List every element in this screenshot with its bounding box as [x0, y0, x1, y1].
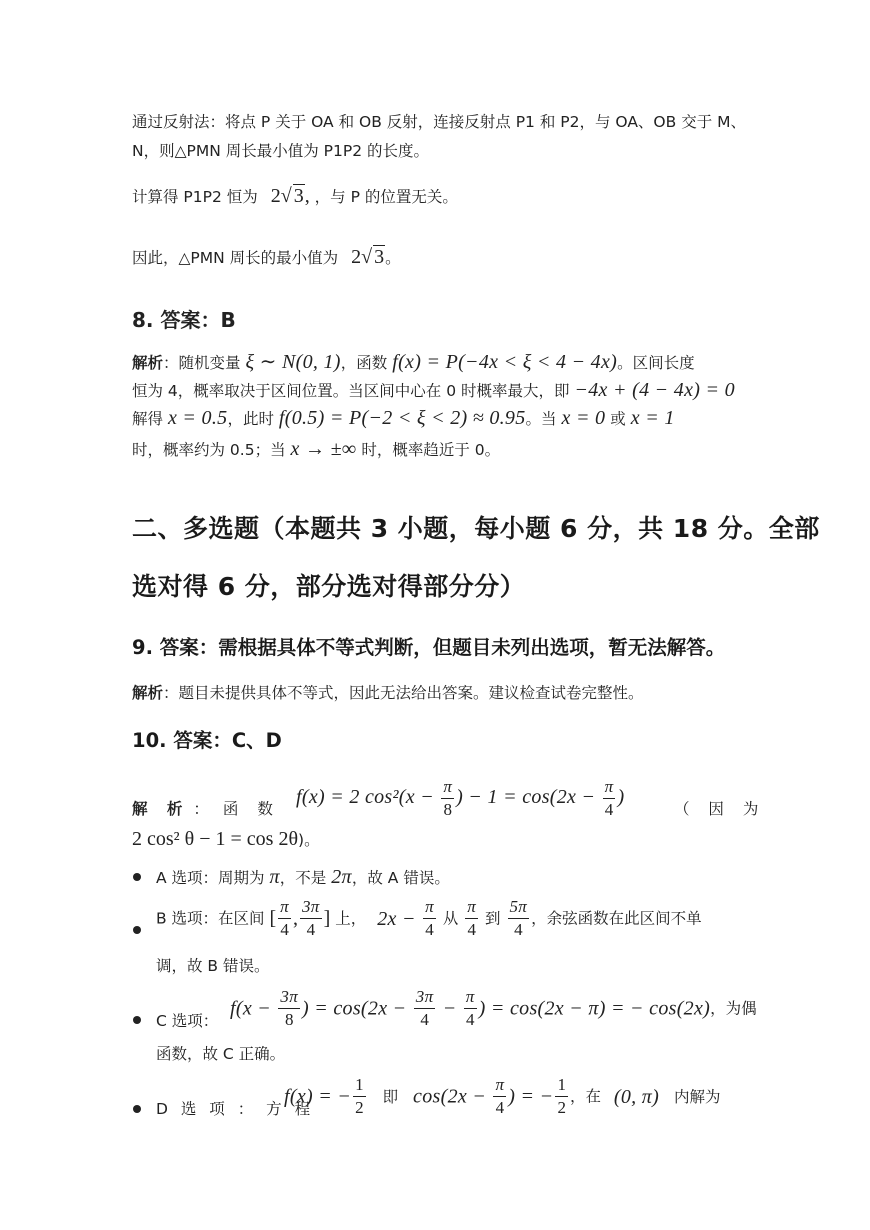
- denominator: 4: [495, 1098, 505, 1117]
- math: −4x + (4 − 4x) = 0: [574, 379, 735, 401]
- section-heading-line1: 二、多选题（本题共 3 小题，每小题 6 分，共 18 分。全部: [132, 514, 820, 543]
- text: ：随机变量: [163, 354, 241, 372]
- denominator: 8: [284, 1010, 294, 1029]
- math: x = 0: [561, 407, 606, 429]
- math: x = 0.5: [167, 407, 228, 429]
- math: x → ±∞: [290, 438, 357, 460]
- denominator: 4: [425, 920, 434, 939]
- q8-line3: [132, 407, 675, 430]
- denominator: 4: [465, 1010, 475, 1029]
- analysis-label: 解 析: [132, 800, 190, 818]
- text: 从: [442, 909, 459, 928]
- paragraph-line: [132, 245, 401, 269]
- numerator: 5π: [508, 896, 530, 919]
- fraction: [555, 1074, 568, 1119]
- analysis-label: 解析: [132, 684, 164, 702]
- text: 调，故 B 错误。: [156, 957, 270, 975]
- fraction: [465, 896, 478, 941]
- fraction: [278, 986, 300, 1031]
- math: f(0.5) = P(−2 < ξ < 2) ≈ 0.95: [278, 407, 526, 429]
- math-bracket-open: [: [269, 907, 277, 930]
- fraction: [493, 1074, 506, 1119]
- math: ) − 1 = cos(2x −: [456, 786, 601, 808]
- numerator: π: [465, 896, 478, 919]
- text: （ 因 为: [674, 800, 766, 818]
- math: π: [269, 866, 280, 888]
- text: ，函数: [340, 354, 388, 372]
- text: ，为偶: [710, 999, 757, 1018]
- fraction: [300, 896, 322, 941]
- q10-because: [674, 798, 765, 820]
- text: C 选项：: [156, 1012, 219, 1030]
- math: ) = cos(2x −: [302, 997, 412, 1020]
- option-b-line2: [156, 955, 270, 977]
- denominator: 2: [355, 1098, 364, 1117]
- fraction: [464, 986, 477, 1031]
- text: 通过反射法：将点 P 关于 OA 和 OB 反射，连接反射点 P1 和 P2，与 OA、OB 交于 M、: [132, 113, 746, 131]
- math: 2π: [331, 866, 352, 888]
- text: ，余弦函数在此区间不单: [531, 909, 702, 928]
- text: D 选 项 ： 方 程: [156, 1100, 315, 1118]
- text: 。: [385, 249, 401, 267]
- q9-analysis: [132, 682, 644, 704]
- text: ：题目未提供具体不等式，因此无法给出答案。建议检查试卷完整性。: [163, 684, 644, 702]
- math: −: [437, 997, 462, 1020]
- math: f(x −: [230, 997, 277, 1020]
- math: (0, π): [613, 1085, 660, 1108]
- numerator: π: [464, 986, 477, 1009]
- q10-identity: [132, 828, 320, 851]
- option-c-formula: [230, 986, 757, 1034]
- analysis-label: 解析: [132, 354, 164, 372]
- text: ，与 P 的位置无关。: [314, 188, 458, 206]
- math-bracket-close: ]: [323, 907, 331, 930]
- text: 时，概率约为 0.5；当: [132, 441, 286, 459]
- paragraph-line: [132, 184, 458, 208]
- q8-heading: 8. 答案：B: [132, 308, 236, 332]
- text: 函数，故 C 正确。: [156, 1045, 286, 1063]
- bullet: [133, 926, 141, 934]
- fraction: [353, 1074, 366, 1119]
- denominator: 8: [443, 800, 452, 819]
- bullet: [133, 1016, 141, 1024]
- text: N，则△PMN 周长最小值为 P1P2 的长度。: [132, 142, 430, 160]
- math: f(x) = −: [284, 1085, 352, 1108]
- text: 或: [610, 410, 626, 428]
- q8-line4: [132, 438, 500, 461]
- text: ，不是: [279, 869, 327, 887]
- denominator: 4: [420, 1010, 429, 1029]
- denominator: 2: [557, 1098, 566, 1117]
- numerator: π: [493, 1074, 506, 1097]
- section-heading-line2: 选对得 6 分，部分选对得部分分）: [132, 572, 526, 601]
- denominator: 4: [604, 800, 614, 819]
- math: ξ ∼ N(0, 1): [245, 351, 341, 373]
- text: A 选项：周期为: [156, 869, 265, 887]
- text: ，故 A 错误。: [351, 869, 450, 887]
- text: 时，概率趋近于 0。: [361, 441, 501, 459]
- text: 函 数: [222, 800, 280, 818]
- paragraph-line: [132, 140, 429, 162]
- text: 上，: [335, 909, 367, 928]
- text: ：: [193, 800, 209, 818]
- math: 2x −: [377, 907, 422, 930]
- math: f(x) = P(−4x < ξ < 4 − 4x): [392, 351, 618, 373]
- math: ) = −: [508, 1085, 554, 1108]
- math: ): [617, 786, 625, 808]
- fraction: [423, 896, 436, 941]
- math-2sqrt3: 2√ 3,: [270, 185, 310, 207]
- text: 恒为 4，概率取决于区间位置。当区间中心在 0 时概率最大，即: [132, 382, 570, 400]
- text: 。当: [525, 410, 557, 428]
- math: x = 1: [630, 407, 675, 429]
- text: 计算得 P1P2 恒为: [132, 188, 258, 206]
- numerator: π: [441, 776, 454, 799]
- text: 到: [485, 909, 501, 928]
- text: B 选项：在区间: [156, 909, 265, 928]
- q8-line1: [132, 351, 695, 374]
- option-c-line2: [156, 1043, 285, 1065]
- numerator: 3π: [300, 896, 322, 919]
- math: cos(2x −: [413, 1085, 492, 1108]
- numerator: π: [423, 896, 436, 919]
- q9-heading: 9. 答案：需根据具体不等式判断，但题目未列出选项，暂无法解答。: [132, 636, 726, 659]
- text: 即: [382, 1087, 399, 1106]
- denominator: 4: [467, 920, 476, 939]
- q10-heading: 10. 答案：C、D: [132, 729, 282, 752]
- fraction: [278, 896, 291, 941]
- text: )。: [298, 831, 320, 849]
- bullet: [133, 873, 141, 881]
- denominator: 4: [280, 920, 289, 939]
- option-c-label: [156, 1010, 218, 1032]
- numerator: π: [278, 896, 291, 919]
- fraction: [508, 896, 530, 941]
- numerator: 1: [555, 1074, 568, 1097]
- q8-line2: [132, 379, 735, 402]
- q10-main-formula: [296, 776, 624, 821]
- text: 因此，△PMN 周长的最小值为: [132, 249, 339, 267]
- fraction: [603, 776, 616, 821]
- numerator: π: [603, 776, 616, 799]
- numerator: 3π: [278, 986, 300, 1009]
- denominator: 4: [306, 920, 316, 939]
- math: 2 cos² θ − 1 = cos 2θ: [132, 828, 299, 850]
- option-d-formula: [284, 1074, 720, 1122]
- numerator: 3π: [414, 986, 436, 1009]
- bullet: [133, 1105, 141, 1113]
- q10-analysis-label-line: [132, 798, 280, 820]
- fraction: [441, 776, 454, 821]
- math: f(x) = 2 cos²(x −: [296, 786, 440, 808]
- math: ) = cos(2x − π) = − cos(2x): [478, 997, 711, 1020]
- math-2sqrt3: 2√ 3: [351, 246, 385, 268]
- text: 解得: [132, 410, 164, 428]
- numerator: 1: [353, 1074, 366, 1097]
- text: 内解为: [673, 1087, 721, 1106]
- text: ，在: [569, 1087, 601, 1106]
- text: ，此时: [227, 410, 274, 428]
- fraction: [414, 986, 436, 1031]
- paragraph-line: [132, 111, 746, 133]
- text: 。区间长度: [617, 354, 695, 372]
- option-a: [156, 866, 450, 889]
- denominator: 4: [514, 920, 523, 939]
- option-b-line1: B 选项：在区间 [ $\frac{\pi}{4}$ , $\frac{3\pi}{4}$ ] 上， 2x − $\frac{\pi}{4}$ 从 $\frac{\pi}{4}$ 到 $\frac{5\pi}{4}$ ，余弦函数在此区间不单: [156, 897, 702, 939]
